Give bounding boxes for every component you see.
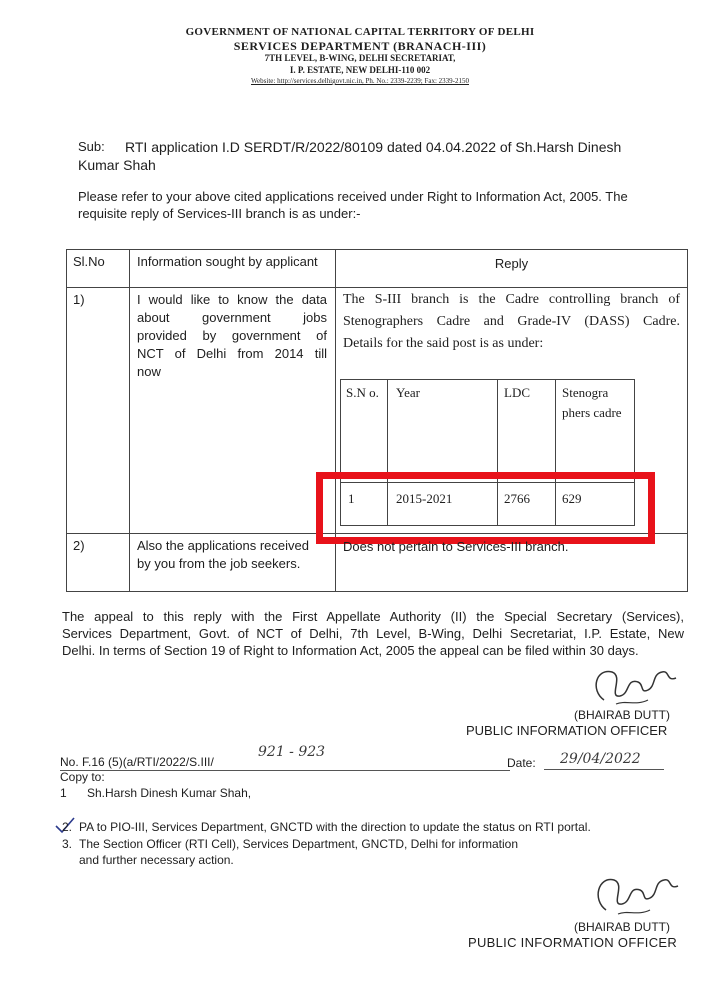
signature-1-title: PUBLIC INFORMATION OFFICER	[466, 723, 668, 738]
date-label: Date:	[507, 756, 536, 770]
row1-reply-l3: Details for the said post is as under:	[343, 336, 544, 351]
row1-info-l4: NCT of Delhi from 2014 till	[137, 346, 327, 361]
copy-item-1: Sh.Harsh Dinesh Kumar Shah,	[87, 786, 252, 800]
copy-item-3-cont: and further necessary action.	[79, 853, 234, 867]
intro-line-2: requisite reply of Services-III branch is as under:-	[78, 206, 361, 221]
row1-info-l5: now	[137, 364, 161, 379]
row1-reply-l1: The S-III branch is the Cadre controlling branch of	[343, 292, 680, 307]
reference-number: No. F.16 (5)(a/RTI/2022/S.III/	[60, 755, 214, 769]
row1-reply-l2: Stenographers Cadre and Grade-IV (DASS) Cadre.	[343, 314, 680, 329]
header-website: Website: http://services.delhigovt.nic.in, Ph. No.: 2339-2239; Fax: 2339-2150	[251, 77, 469, 85]
signature-1-name: (BHAIRAB DUTT)	[574, 708, 670, 722]
posts-cell-ldc: 2766	[504, 491, 530, 506]
signature-2-name: (BHAIRAB DUTT)	[574, 920, 670, 934]
intro-line-1: Please refer to your above cited applications received under Right to Information Act, 2005. The	[78, 189, 628, 204]
col-header-info: Information sought by applicant	[137, 254, 318, 269]
posts-header-ldc: LDC	[504, 385, 530, 400]
posts-header-steno: Stenogra phers cadre	[562, 385, 622, 420]
subject-line-1: RTI application I.D SERDT/R/2022/80109 dated 04.04.2022 of Sh.Harsh Dinesh	[125, 139, 622, 155]
row2-info-l2: by you from the job seekers.	[137, 556, 301, 571]
subject-line-2: Kumar Shah	[78, 157, 156, 173]
highlight-box	[316, 472, 655, 544]
row2-info-l1: Also the applications received	[137, 538, 309, 553]
appeal-line-1: The appeal to this reply with the First Appellate Authority (II) the Special Secretary (Services),	[62, 609, 684, 624]
posts-cell-year: 2015-2021	[396, 491, 453, 506]
appeal-line-2: Services Department, Govt. of NCT of Delhi, 7th Level, B-Wing, Delhi Secretariat, I.P. Estate, New	[62, 626, 684, 641]
signature-1	[586, 660, 686, 710]
copy-item-2-num: 2.	[62, 820, 73, 834]
header-address-1: 7TH LEVEL, B-WING, DELHI SECRETARIAT,	[264, 53, 456, 63]
subject-prefix: Sub:	[78, 139, 105, 154]
copy-item-3-num: 3.	[62, 837, 73, 851]
header-government: GOVERNMENT OF NATIONAL CAPITAL TERRITORY OF DELHI	[185, 26, 535, 38]
row2-reply: Does not pertain to Services-III branch.	[343, 539, 569, 554]
col-header-slno: Sl.No	[73, 254, 105, 269]
header-department: SERVICES DEPARTMENT (BRANACH-III)	[233, 39, 487, 53]
signature-2	[586, 866, 686, 918]
reference-underline	[60, 770, 510, 771]
date-value: 29/04/2022	[560, 751, 641, 767]
posts-header-year: Year	[396, 385, 420, 400]
row2-slno: 2)	[73, 538, 85, 553]
copy-item-3: The Section Officer (RTI Cell), Services Department, GNCTD, Delhi for information	[79, 837, 519, 851]
col-header-reply: Reply	[494, 256, 529, 271]
posts-header-sno: S.N o.	[346, 385, 379, 400]
posts-cell-sno: 1	[348, 491, 355, 506]
appeal-line-3: Delhi. In terms of Section 19 of Right to Information Act, 2005 the appeal can be filed within 30 days.	[62, 643, 639, 658]
row1-slno: 1)	[73, 292, 85, 307]
copy-item-1-num: 1	[60, 786, 67, 800]
signature-2-title: PUBLIC INFORMATION OFFICER	[468, 935, 678, 950]
row1-info-l3: provided by government of	[137, 328, 327, 343]
posts-cell-steno: 629	[562, 491, 582, 506]
reference-handwritten: 921 - 923	[258, 744, 326, 760]
copy-label: Copy to:	[60, 770, 105, 784]
date-underline	[544, 769, 664, 770]
copy-item-2: PA to PIO-III, Services Department, GNCTD with the direction to update the status on RTI portal.	[79, 820, 591, 834]
row1-info-l2: about government jobs	[137, 310, 327, 325]
row1-info-l1: I would like to know the data	[137, 292, 327, 307]
header-address-2: I. P. ESTATE, NEW DELHI-110 002	[289, 65, 431, 75]
